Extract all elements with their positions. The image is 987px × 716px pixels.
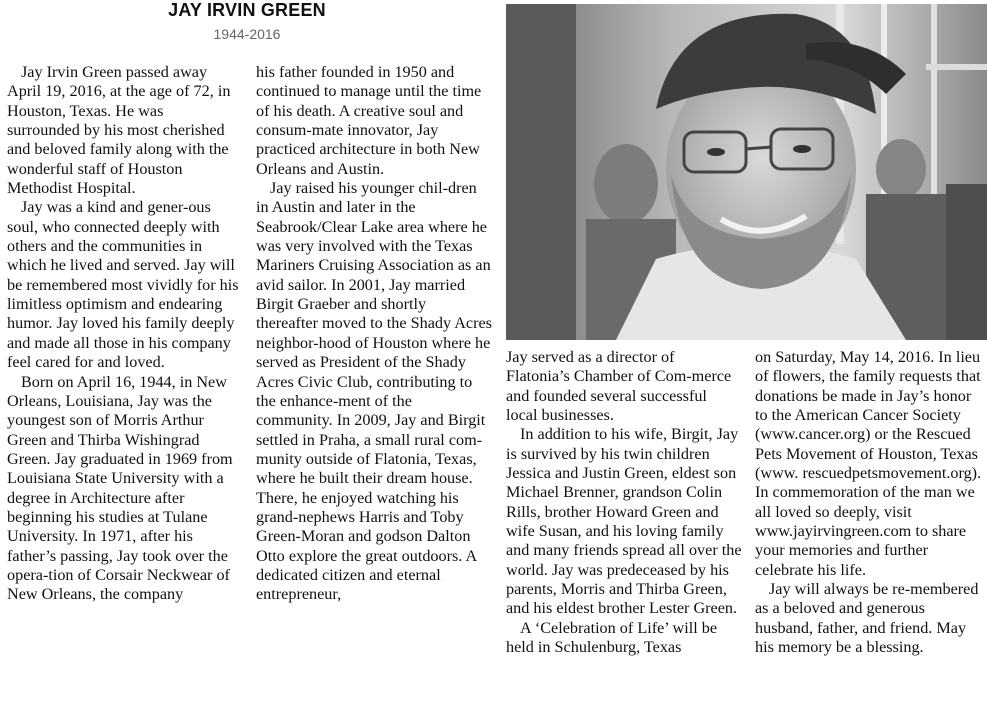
text-column-3	[506, 348, 742, 658]
portrait-photo-icon	[506, 4, 987, 340]
paragraph: Jay raised his younger chil-dren in Austin and later in the Seabrook/Clear Lake area where he was very involved with the Texas Mariners Cruising Association as an avid sailor. In 2001, Jay married Birgit Graeber and shortly thereafter moved to the Shady Acres neighbor-hood of Houston where he served as President of the Shady Acres Civic Club, contributing to the enhance-ment of the community. In 2009, Jay and Birgit settled in Praha, a small rural com-munity outside of Flatonia, Texas, where he built their dream house. There, he enjoyed watching his grand-nephews Harris and Toby Green-Moran and godson Dalton Otto explore the great outdoors. A dedicated citizen and eternal entrepreneur,	[256, 179, 492, 604]
paragraph: Jay Irvin Green passed away April 19, 2016, at the age of 72, in Houston, Texas. He was surrounded by his most cherished and beloved family along with the wonderful staff of Houston Methodist Hospital.	[7, 63, 231, 198]
portrait-photo	[506, 4, 987, 340]
paragraph: Jay served as a director of Flatonia’s Chamber of Com-merce and founded several successful local businesses.	[506, 348, 732, 425]
text-column-2	[256, 63, 492, 605]
text-column-1	[7, 63, 239, 605]
life-dates: 1944-2016	[213, 26, 281, 42]
paragraph: his father founded in 1950 and continued to manage until the time of his death. A creative soul and consum-mate innovator, Jay practiced architecture in both New Orleans and Austin.	[256, 63, 482, 178]
paragraph: on Saturday, May 14, 2016. In lieu of flowers, the family requests that donations be made in Jay’s honor to the American Cancer Society (www.cancer.org) or the Rescued Pets Movement of Houston, Texas (www. rescuedpetsmovement.org). In commemoration of the man we all loved so deeply, visit www.jayirvingreen.com to share your memories and further celebrate his life.	[755, 348, 982, 579]
paragraph: Jay will always be re-membered as a beloved and generous husband, father, and friend. May his memory be a blessing.	[755, 580, 979, 657]
obituary-title: JAY IRVIN GREEN	[168, 0, 326, 20]
paragraph: In addition to his wife, Birgit, Jay is survived by his twin children Jessica and Justin Green, eldest son Michael Brenner, grandson Colin Rills, brother Howard Green and wife Susan, and his loving family and many friends spread all over the world. Jay was predeceased by his parents, Morris and Thirba Green, and his eldest brother Lester Green.	[506, 425, 742, 618]
paragraph: Born on April 16, 1944, in New Orleans, Louisiana, Jay was the youngest son of Morris Arthur Green and Thirba Wishingrad Green. Jay graduated in 1969 from Louisiana State University with a degree in Architecture after beginning his studies at Tulane University. In 1971, after his father’s passing, Jay took over the opera-tion of Corsair Neckwear of New Orleans, the company	[7, 372, 233, 604]
paragraph: Jay was a kind and gener-ous soul, who connected deeply with others and the communities in which he lived and served. Jay will be remembered most vividly for his limitless optimism and endearing humor. Jay loved his family deeply and made all those in his company feel cared for and loved.	[7, 198, 239, 372]
paragraph: A ‘Celebration of Life’ will be held in Schulenburg, Texas	[506, 618, 718, 657]
text-column-4	[755, 348, 985, 658]
